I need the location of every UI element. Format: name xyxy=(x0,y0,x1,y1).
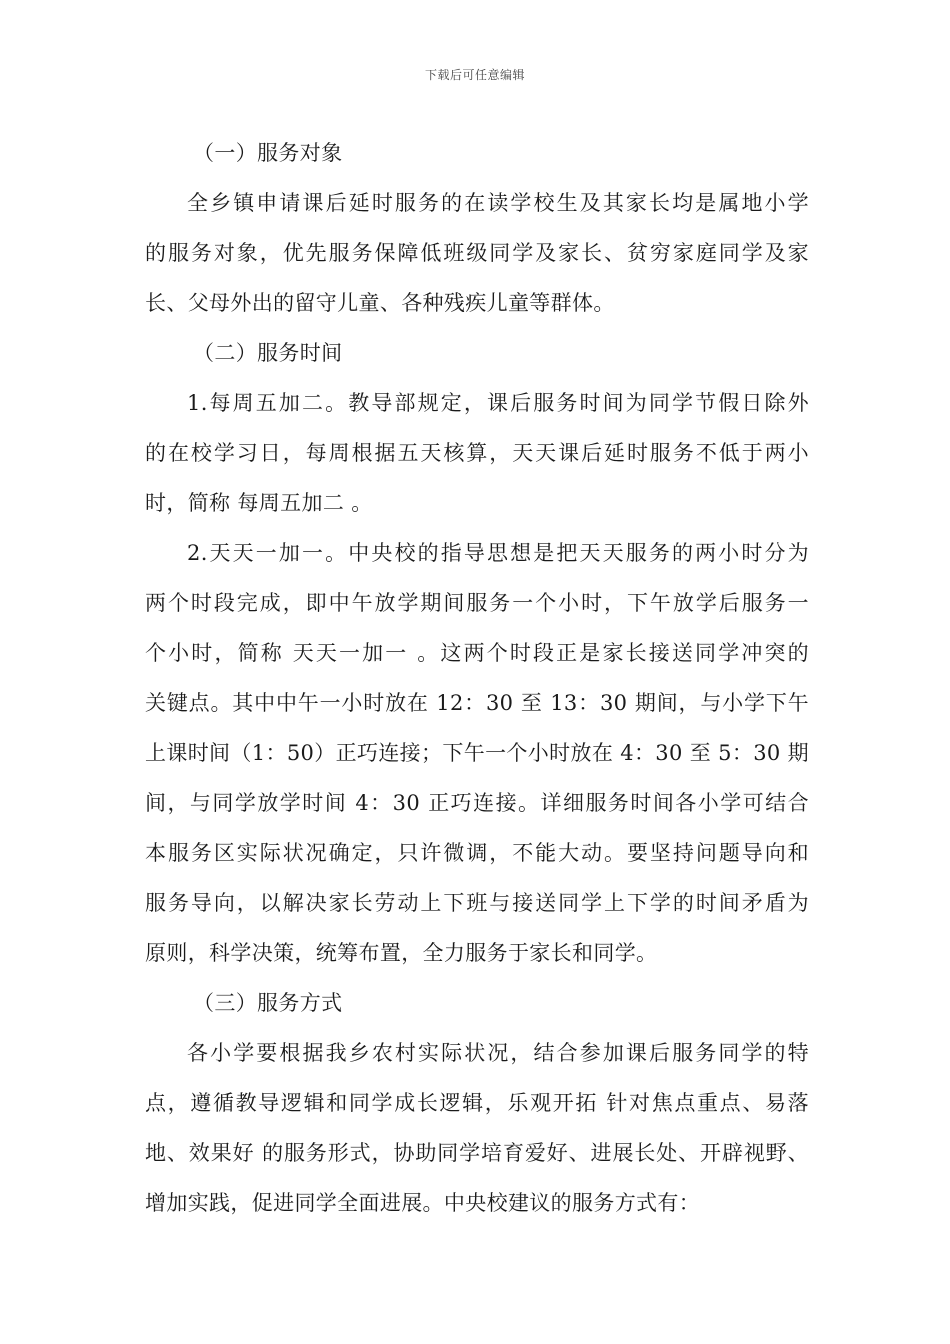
paragraph-line: 时，简称 每周五加二 。 xyxy=(145,491,373,515)
paragraph-line: 关键点。其中中午一小时放在 12：30 至 13：30 期间，与小学下午 xyxy=(145,691,809,715)
paragraph-line: 的服务对象，优先服务保障低班级同学及家长、贫穷家庭同学及家 xyxy=(145,241,809,265)
page-header: 下载后可任意编辑 xyxy=(424,68,525,82)
document-body xyxy=(145,128,809,1228)
paragraph-line: 个小时，简称 天天一加一 。这两个时段正是家长接送同学冲突的 xyxy=(145,641,809,665)
paragraph-line: 1.每周五加二。教导部规定，课后服务时间为同学节假日除外 xyxy=(187,391,809,415)
paragraph-line: 间，与同学放学时间 4：30 正巧连接。详细服务时间各小学可结合 xyxy=(145,791,809,815)
paragraph-line: 长、父母外出的留守儿童、各种残疾儿童等群体。 xyxy=(145,291,615,315)
paragraph-line: 的在校学习日，每周根据五天核算，天天课后延时服务不低于两小 xyxy=(145,441,809,465)
paragraph-line: 地、效果好 的服务形式，协助同学培育爱好、进展长处、开辟视野、 xyxy=(145,1141,809,1165)
section-heading: （二）服务时间 xyxy=(193,341,343,365)
paragraph-line: 本服务区实际状况确定，只许微调，不能大动。要坚持问题导向和 xyxy=(145,841,809,865)
paragraph-line: 各小学要根据我乡农村实际状况，结合参加课后服务同学的特 xyxy=(187,1041,809,1065)
paragraph-line: 原则，科学决策，统筹布置，全力服务于家长和同学。 xyxy=(145,941,658,965)
paragraph-line: 增加实践，促进同学全面进展。中央校建议的服务方式有： xyxy=(145,1191,701,1215)
paragraph-line: 点，遵循教导逻辑和同学成长逻辑，乐观开拓 针对焦点重点、易落 xyxy=(145,1091,809,1115)
paragraph-line: 服务导向，以解决家长劳动上下班与接送同学上下学的时间矛盾为 xyxy=(145,891,809,915)
paragraph-line: 全乡镇申请课后延时服务的在读学校生及其家长均是属地小学 xyxy=(187,191,809,215)
paragraph-line: 两个时段完成，即中午放学期间服务一个小时，下午放学后服务一 xyxy=(145,591,809,615)
paragraph-line: 上课时间（1：50）正巧连接；下午一个小时放在 4：30 至 5：30 期 xyxy=(145,741,809,765)
section-heading: （三）服务方式 xyxy=(193,991,343,1015)
section-heading: （一）服务对象 xyxy=(193,141,343,165)
paragraph-line: 2.天天一加一。中央校的指导思想是把天天服务的两小时分为 xyxy=(187,541,809,565)
